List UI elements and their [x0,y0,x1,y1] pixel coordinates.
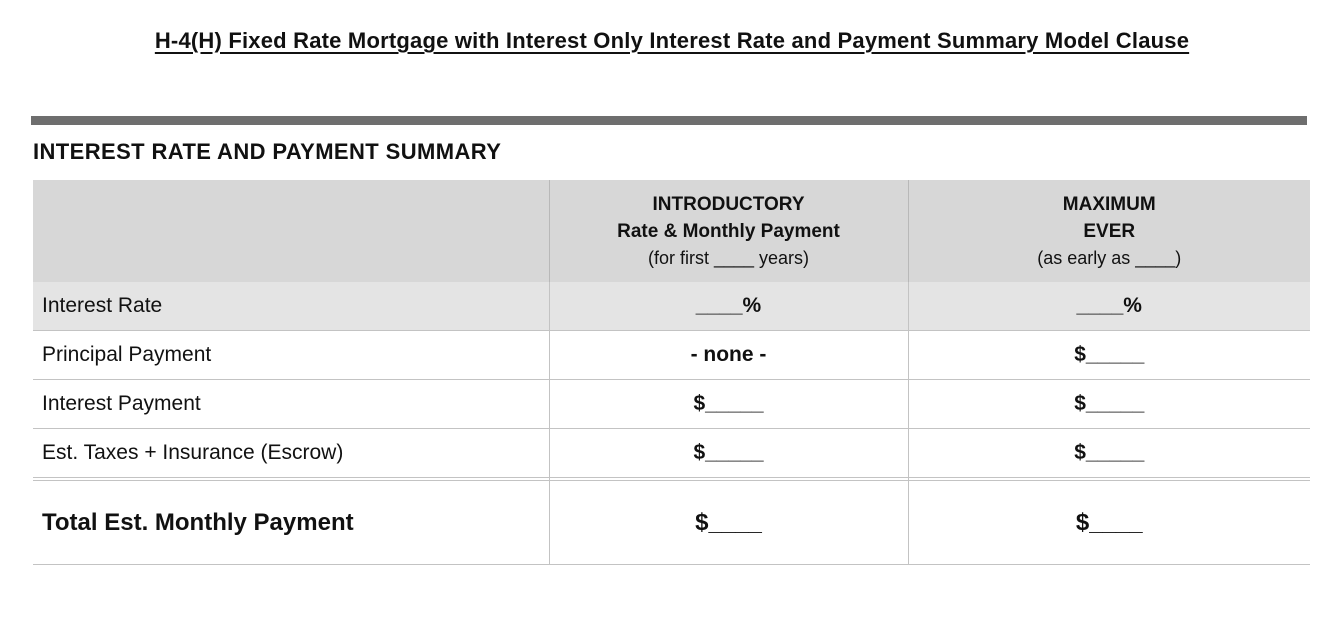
table-row-principal-payment [33,331,1310,380]
table-row-interest-rate [33,282,1310,331]
row-label: Principal Payment [33,331,549,380]
total-introductory-value: $____ [549,481,908,565]
header-maximum-line1: MAXIMUM [1062,193,1156,215]
payment-summary-table [33,180,1310,565]
header-cell-introductory [549,180,908,282]
maximum-value: ____% [908,282,1310,331]
maximum-value: $_____ [908,331,1310,380]
total-label: Total Est. Monthly Payment [33,481,549,565]
row-label: Interest Payment [33,380,549,429]
section-divider [31,116,1307,125]
introductory-value: - none - [549,331,908,380]
table-header-row [33,180,1310,282]
table-row-taxes-insurance [33,429,1310,478]
header-introductory-line1: INTRODUCTORY [652,193,805,215]
header-introductory-line3: (for first ____ years) [647,247,810,268]
header-cell-maximum [908,180,1310,282]
section-title: INTEREST RATE AND PAYMENT SUMMARY [33,139,502,164]
maximum-value: $_____ [908,429,1310,478]
table-row-total [33,481,1310,565]
header-introductory-line2: Rate & Monthly Payment [617,220,840,242]
header-maximum-line2: EVER [1083,220,1136,242]
introductory-value: $_____ [549,380,908,429]
table-row-interest-payment [33,380,1310,429]
introductory-value: $_____ [549,429,908,478]
document-title: H-4(H) Fixed Rate Mortgage with Interest Only Interest Rate and Payment Summary Model Clause [154,28,1190,53]
total-maximum-value: $____ [908,481,1310,565]
header-maximum-line3: (as early as ____) [1037,247,1182,268]
row-label: Est. Taxes + Insurance (Escrow) [33,429,549,478]
introductory-value: ____% [549,282,908,331]
header-cell-blank [33,180,549,282]
row-label: Interest Rate [33,282,549,331]
maximum-value: $_____ [908,380,1310,429]
